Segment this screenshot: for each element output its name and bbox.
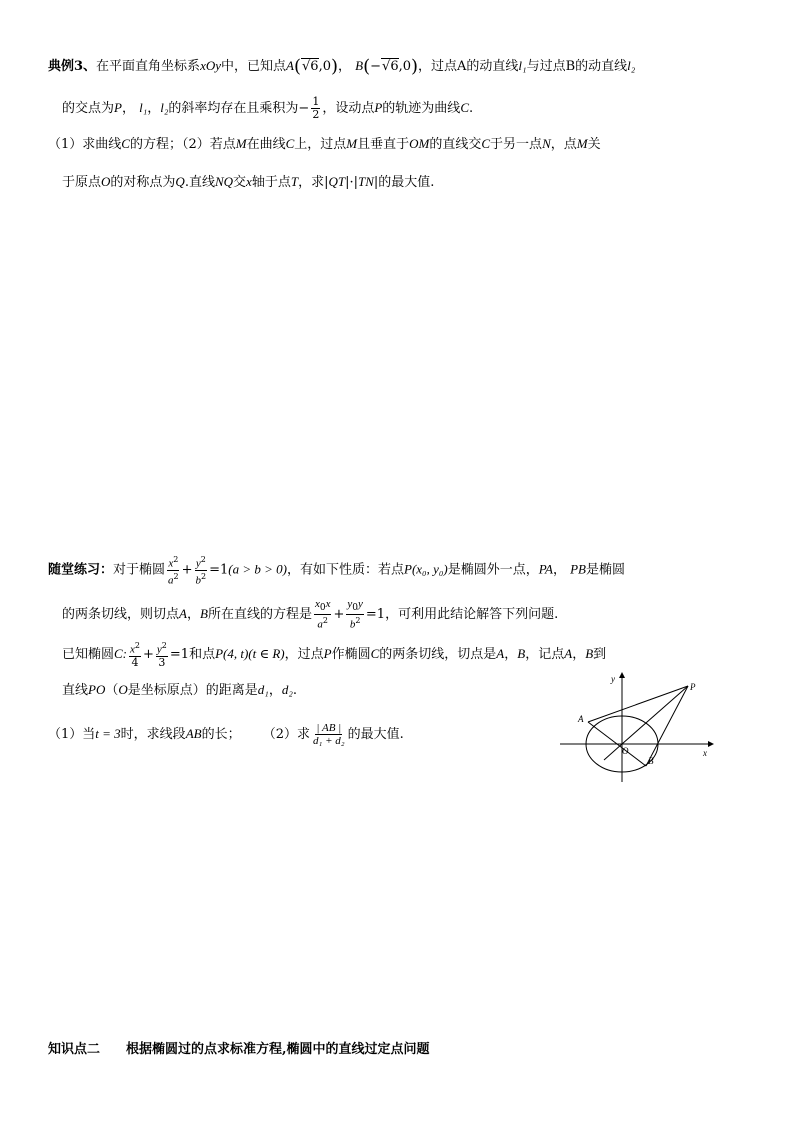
ellipse-tangent-figure (556, 670, 716, 788)
point-B-label: B (648, 756, 654, 766)
example3-line-2: 的交点为P， l₁，l₂的斜率均存在且乘积为− $\frac{1}{2}$ ，设动点P的轨迹为曲线C. (62, 95, 474, 121)
example3-line-1: 典例3、在平面直角坐标系xOy中，已知点A(√6,0)， B(−√6,0)，过点A的动直线l₁与过点B的动直线l₂ (48, 56, 636, 77)
practice-line-2: 的两条切线，则切点A，B所在直线的方程是 $\frac{x_0x}{a^2}$ + $\frac{y_0y}{b^2}$ =1，可利用此结论解答下列问题. (62, 598, 559, 631)
practice-label: 随堂练习： (48, 562, 114, 578)
knowledge-label: 知识点二 (48, 1042, 101, 1057)
example3-question-line-1: （1）求曲线C的方程；（2）若点M在曲线C上，过点M且垂直于OM的直线交C于另一点N，点M关 (48, 136, 601, 152)
x-axis-label: x (703, 748, 707, 758)
point-A-label: A (578, 714, 584, 724)
minus-half-fraction: $\frac{1}{2}$ (312, 95, 320, 121)
example3-question-line-2: 于原点O的对称点为Q.直线NQ交x轴于点T，求|QT|·|TN|的最大值. (62, 174, 435, 190)
practice-line-4: 直线PO（O是坐标原点）的距离是d₁，d₂. (62, 682, 297, 698)
example3-label: 典例3、 (48, 59, 97, 74)
origin-O-label: O (622, 746, 629, 756)
knowledge-point-2 (48, 1040, 430, 1060)
practice-line-1: 随堂练习：对于椭圆 $\frac{x^2}{a^2}$ + $\frac{y^2}{b^2}$ =1(a > b > 0)，有如下性质：若点P(x₀, y₀)是椭圆外一点，PA， PB是椭圆 (48, 555, 625, 587)
practice-line-5: （1）当t = 3时，求线段AB的长； （2）求 $\frac{| AB |}{\text{d₁ + d₂}}$ 的最大值. (48, 722, 404, 747)
knowledge-title: 根据椭圆过的点求标准方程,椭圆中的直线过定点问题 (126, 1042, 430, 1057)
practice-line-3: 已知椭圆C: $\frac{x^2}{4}$ + $\frac{y^2}{3}$ =1和点P(4, t)(t ∈ R)，过点P作椭圆C的两条切线，切点是A，B，记点A，B到 (62, 641, 607, 669)
point-P-label: P (690, 682, 696, 692)
y-axis-label: y (611, 674, 615, 684)
